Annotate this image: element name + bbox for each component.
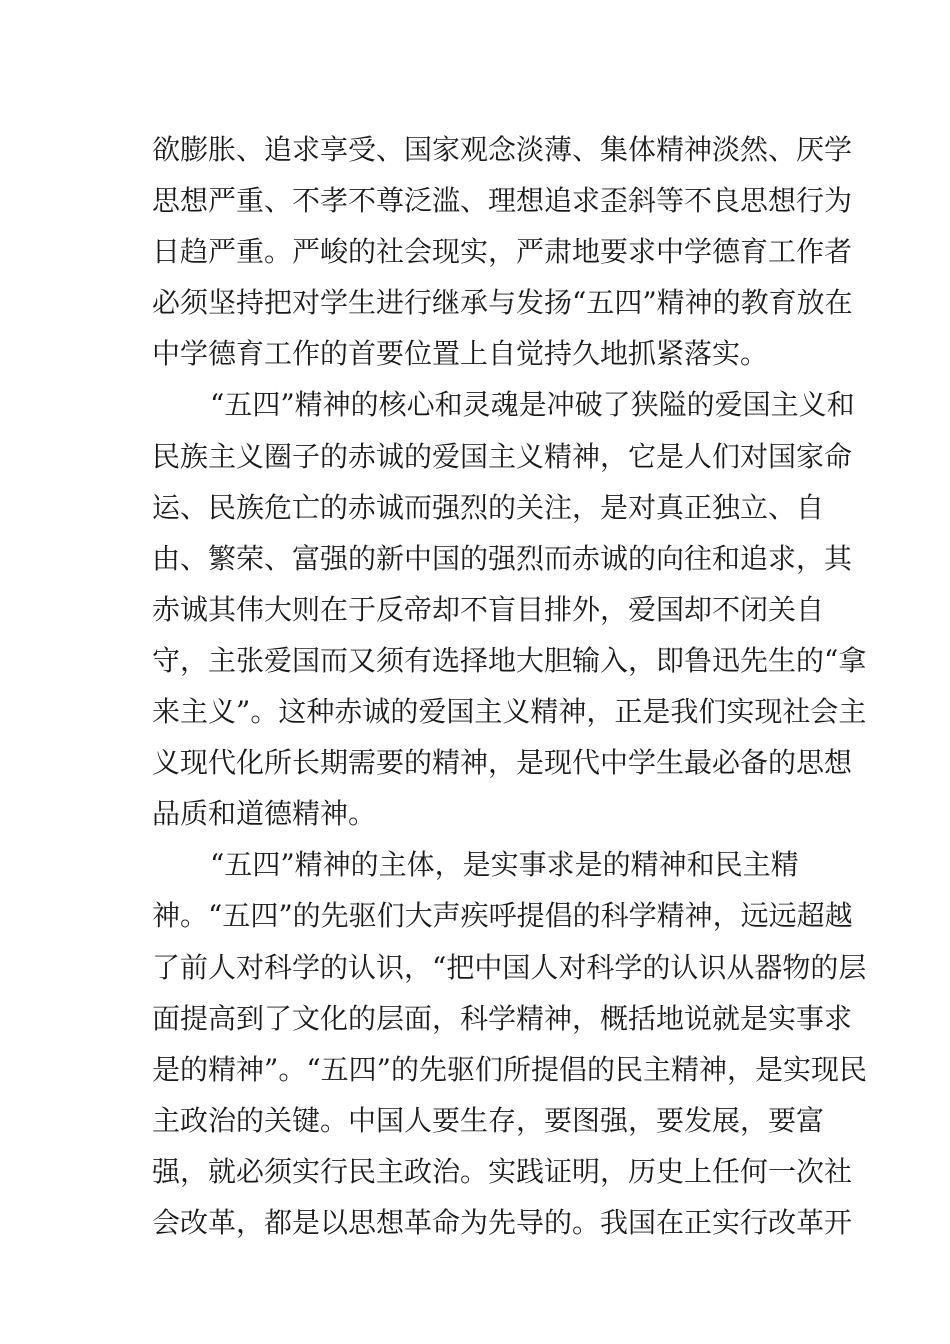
text-line: 神。“五四”的先驱们大声疾呼提倡的科学精神，远远超越	[152, 899, 853, 933]
paragraph-first-line: “五四”精神的主体，是实事求是的精神和民主精	[210, 848, 799, 882]
text-line: 来主义”。这种赤诚的爱国主义精神，正是我们实现社会主	[152, 695, 867, 729]
paragraph-first-line: “五四”精神的核心和灵魂是冲破了狭隘的爱国主义和	[210, 388, 855, 422]
text-line: 强，就必须实行民主政治。实践证明，历史上任何一次社	[152, 1154, 853, 1188]
text-line: 会改革，都是以思想革命为先导的。我国在正实行改革开	[152, 1205, 853, 1239]
text-line: 中学德育工作的首要位置上自觉持久地抓紧落实。	[152, 337, 769, 371]
text-line: 思想严重、不孝不尊泛滥、理想追求歪斜等不良思想行为	[152, 184, 853, 218]
text-line: 由、繁荣、富强的新中国的强烈而赤诚的向往和追求，其	[152, 541, 853, 575]
text-line: 欲膨胀、追求享受、国家观念淡薄、集体精神淡然、厌学	[152, 133, 853, 166]
text-line: 主政治的关键。中国人要生存，要图强，要发展，要富	[152, 1103, 825, 1137]
text-line: 必须坚持把对学生进行继承与发扬“五四”精神的教育放在	[152, 286, 853, 320]
text-line: 日趋严重。严峻的社会现实，严肃地要求中学德育工作者	[152, 235, 853, 269]
body-text	[152, 124, 867, 1248]
text-line: 是的精神”。“五四”的先驱们所提倡的民主精神，是实现民	[152, 1052, 867, 1086]
text-line: 面提高到了文化的层面，科学精神，概括地说就是实事求	[152, 1001, 853, 1035]
text-line: 赤诚其伟大则在于反帝却不盲目排外，爱国却不闭关自	[152, 592, 825, 626]
text-line: 运、民族危亡的赤诚而强烈的关注，是对真正独立、自	[152, 490, 825, 524]
text-line: 义现代化所长期需要的精神，是现代中学生最必备的思想	[152, 746, 853, 780]
text-line: 守，主张爱国而又须有选择地大胆输入，即鲁迅先生的“拿	[152, 643, 867, 677]
text-line: 了前人对科学的认识，“把中国人对科学的认识从器物的层	[152, 950, 867, 984]
text-line: 品质和道德精神。	[152, 797, 377, 831]
text-line: 民族主义圈子的赤诚的爱国主义精神，它是人们对国家命	[152, 439, 853, 473]
